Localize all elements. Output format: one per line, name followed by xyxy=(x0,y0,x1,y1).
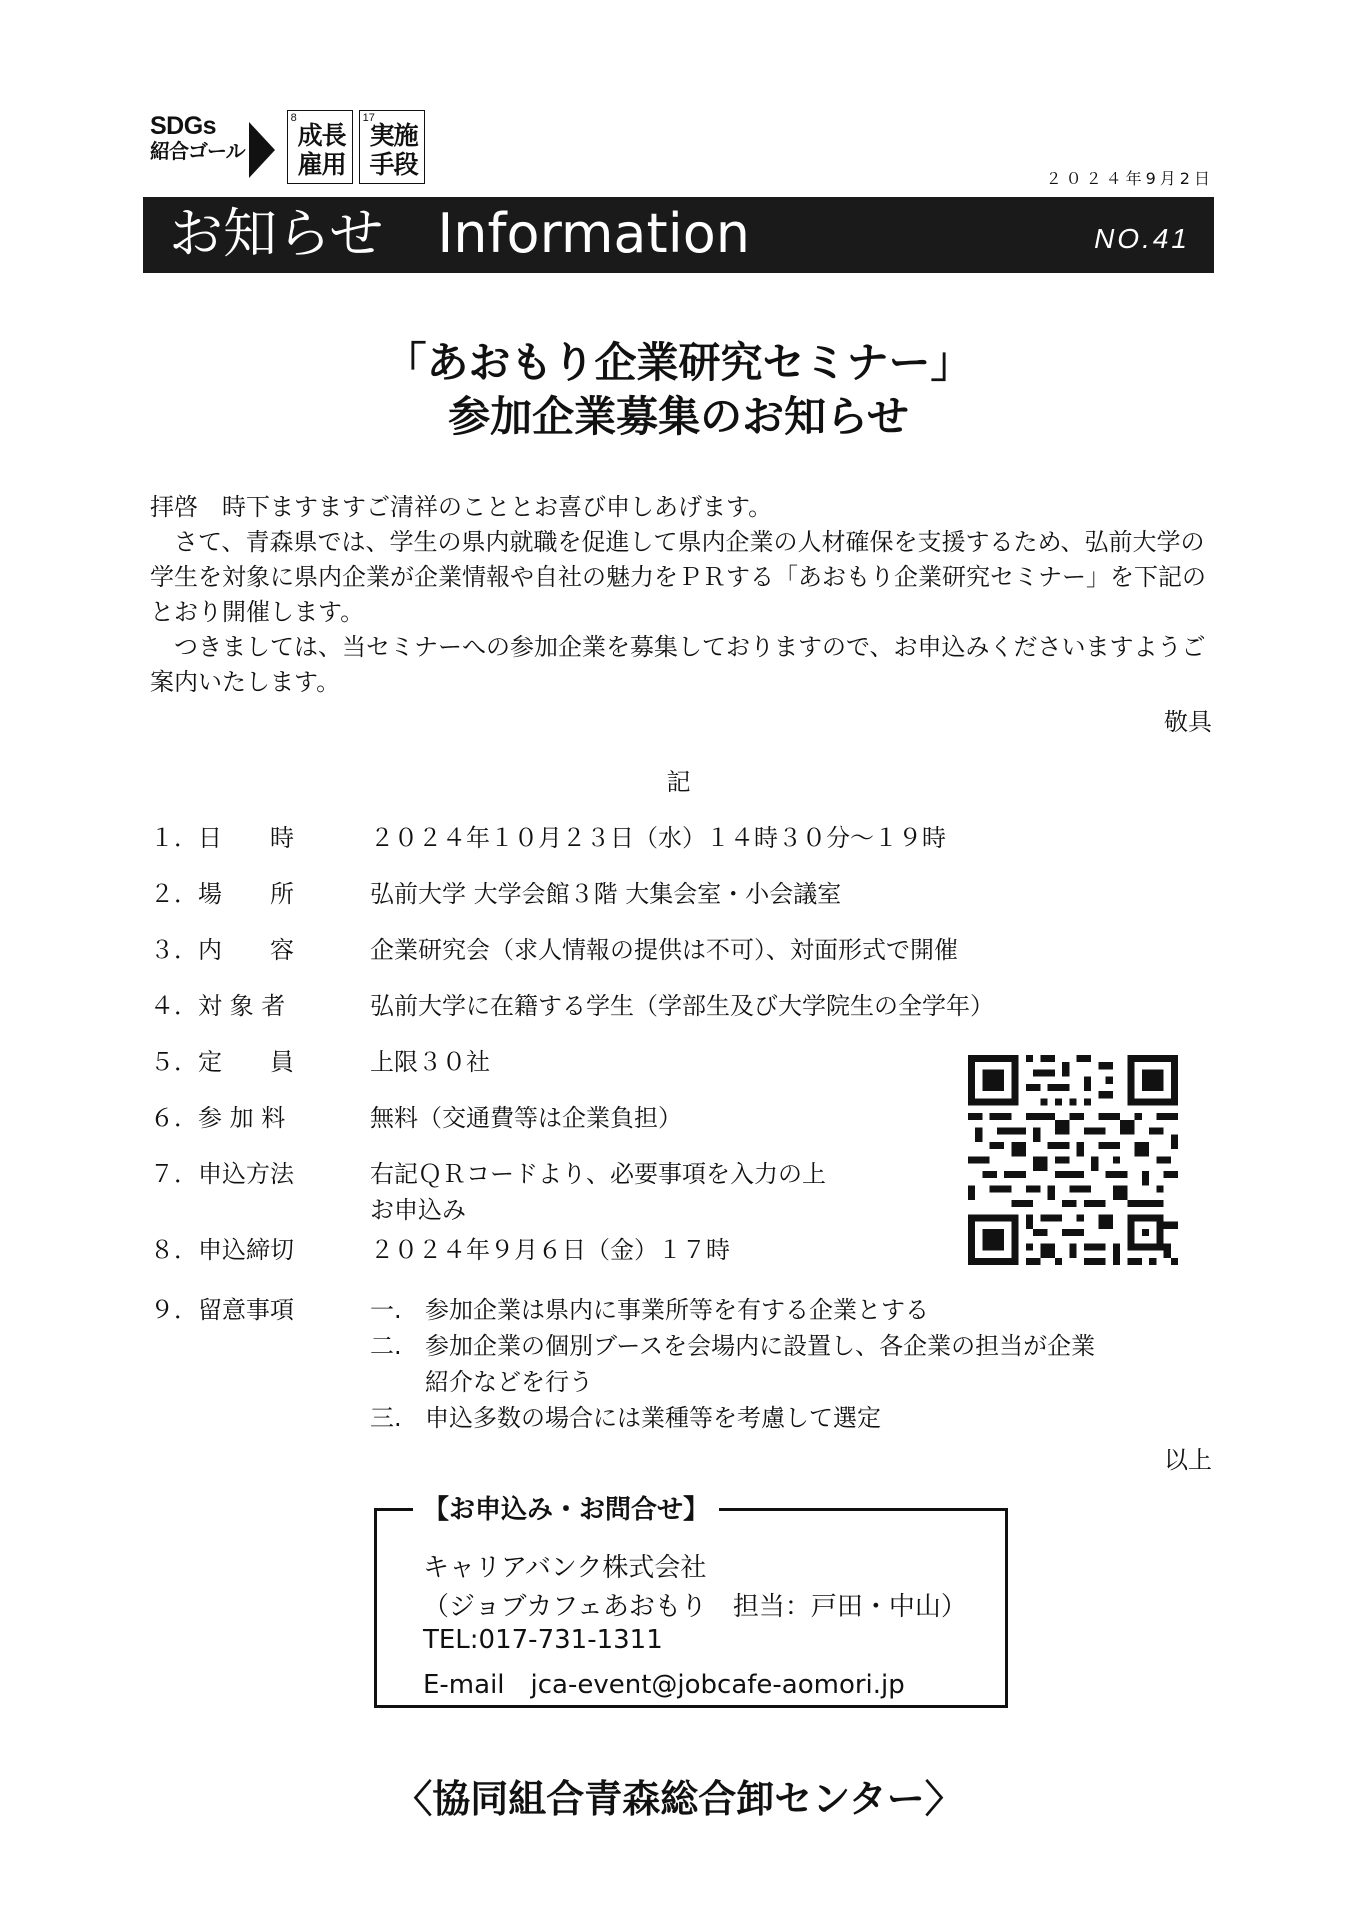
note-text: 参加企業は県内に事業所等を有する企業とする xyxy=(425,1296,929,1324)
note-mark: 三. xyxy=(370,1404,402,1432)
detail-value: 右記ＱＲコードより、必要事項を入力の上 xyxy=(370,1160,826,1188)
detail-value: 上限３０社 xyxy=(370,1048,490,1076)
detail-label: ２．場 所 xyxy=(150,880,294,908)
sdgs-goal-17 xyxy=(359,110,425,184)
greeting-paragraph: 拝啓 時下ますますご清祥のこととお喜び申しあげます。 xyxy=(150,493,773,521)
detail-value: 弘前大学に在籍する学生（学部生及び大学院生の全学年） xyxy=(370,992,994,1020)
ijo-closing: 以上 xyxy=(1164,1446,1212,1474)
detail-value: ２０２４年９月６日（金）１７時 xyxy=(370,1236,730,1264)
goal-number: 8 xyxy=(290,112,297,124)
contact-company: キャリアバンク株式会社 xyxy=(423,1553,707,1583)
detail-value: 企業研究会（求人情報の提供は不可）、対面形式で開催 xyxy=(370,936,958,964)
detail-value: ２０２４年１０月２３日（水）１４時３０分～１９時 xyxy=(370,824,946,852)
detail-label: １．日 時 xyxy=(150,824,294,852)
banner-title: お知らせ Information xyxy=(169,202,750,265)
sdgs-label-line1: SDGs xyxy=(150,112,217,140)
detail-label: ６．参 加 料 xyxy=(150,1104,286,1132)
note-text: 参加企業の個別ブースを会場内に設置し、各企業の担当が企業 xyxy=(425,1332,1096,1360)
goal-line2: 手段 xyxy=(369,150,418,179)
detail-label: ５．定 員 xyxy=(150,1048,294,1076)
goal-number: 17 xyxy=(362,112,375,124)
footer-organization: 〈協同組合青森総合卸センター〉 xyxy=(394,1777,963,1821)
headline-line1: 「あおもり企業研究セミナー」 xyxy=(384,338,973,387)
detail-value: 弘前大学 大学会館３階 大集会室・小会議室 xyxy=(370,880,842,908)
goal-line1: 実施 xyxy=(369,121,418,150)
detail-value-line2: お申込み xyxy=(370,1196,466,1224)
goal-line2: 雇用 xyxy=(297,150,346,179)
qr-code-icon[interactable] xyxy=(968,1055,1178,1265)
note-text-line2: 紹介などを行う xyxy=(425,1368,593,1396)
note-mark: 二. xyxy=(370,1332,402,1360)
detail-label: ３．内 容 xyxy=(150,936,294,964)
arrow-right-icon xyxy=(249,122,275,178)
contact-tel[interactable]: TEL:017-731-1311 xyxy=(423,1625,663,1655)
headline-line2: 参加企業募集のお知らせ xyxy=(448,392,909,441)
contact-box xyxy=(374,1495,1008,1708)
banner-number: NO.41 xyxy=(1094,223,1190,254)
issue-date: ２０２４年9月2日 xyxy=(1045,169,1214,188)
goal-line1: 成長 xyxy=(297,121,346,150)
closing-word: 敬具 xyxy=(1164,708,1212,736)
detail-label: ９．留意事項 xyxy=(150,1296,294,1324)
contact-office: （ジョブカフェあおもり 担当：戸田・中山） xyxy=(423,1592,967,1622)
contact-email[interactable]: E-mail jca-event@jobcafe-aomori.jp xyxy=(423,1670,905,1700)
note-text: 申込多数の場合には業種等を考慮して選定 xyxy=(425,1404,881,1432)
information-banner xyxy=(143,197,1214,273)
detail-label: ８．申込締切 xyxy=(150,1236,294,1264)
request-paragraph: つきましては、当セミナーへの参加企業を募集しておりますので、お申込みくださいますようご案内いたします。 xyxy=(150,633,1206,696)
detail-value: 無料（交通費等は企業負担） xyxy=(370,1104,682,1132)
sdgs-label xyxy=(150,114,245,162)
contact-heading: 【お申込み・お問合せ】 xyxy=(413,1489,719,1526)
sdgs-label-line2: 紹合ゴール xyxy=(150,141,245,163)
ki-heading: 記 xyxy=(666,768,691,796)
sdgs-goal-8 xyxy=(287,110,353,184)
detail-label: ７．申込方法 xyxy=(150,1160,294,1188)
intro-paragraph: さて、青森県では、学生の県内就職を促進して県内企業の人材確保を支援するため、弘前大学の学生を対象に県内企業が企業情報や自社の魅力をＰＲする「あおもり企業研究セミナー」を下記のとおり開催します。 xyxy=(150,528,1206,626)
detail-label: ４．対 象 者 xyxy=(150,992,286,1020)
sdgs-goal-badge xyxy=(150,110,425,186)
note-mark: 一. xyxy=(370,1296,402,1324)
